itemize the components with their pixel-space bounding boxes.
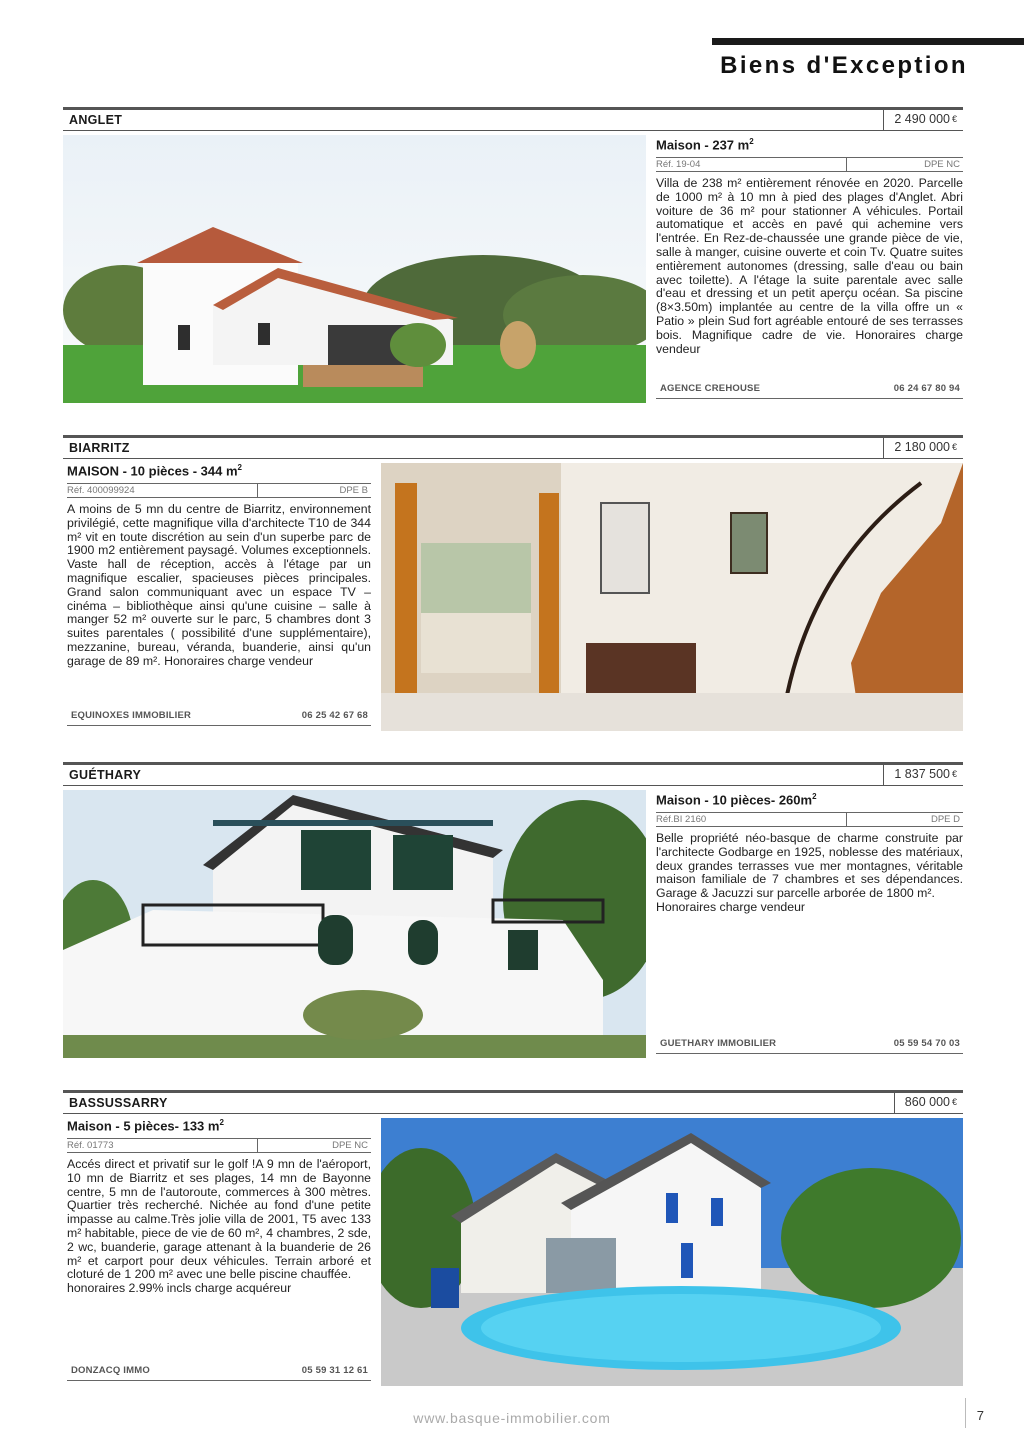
agency-phone: 06 24 67 80 94 <box>893 383 960 394</box>
property-type: Maison - 237 $m^2$ <box>656 137 754 153</box>
listing-city: ANGLET <box>69 113 123 127</box>
reference: Réf.BI 2160 <box>656 814 707 825</box>
website-url[interactable]: www.basque-immobilier.com <box>413 1410 611 1426</box>
listing-photo <box>63 790 646 1058</box>
description: Belle propriété néo-basque de charme construite par l'architecte Godbarge en 1925, noblesse des matériaux, deux grandes terrasses vue mer montagnes, véritable maison familiale de 7 chambres et ses dépendances. Garage & Jacuzzi sur parcelle arborée de 1800 m². Honoraires charge vendeur <box>656 831 963 914</box>
listing-details <box>656 792 963 1057</box>
listing-price: 2 490 000 € <box>883 109 963 131</box>
agency-footer <box>67 710 371 726</box>
listing-photo <box>381 463 963 731</box>
agency-phone: 06 25 42 67 68 <box>301 710 368 721</box>
listing-price: 1 837 500 € <box>883 764 963 786</box>
agency-footer <box>67 1365 371 1381</box>
agency-footer <box>656 1038 963 1054</box>
energy-rating: DPE B <box>339 485 368 496</box>
listing-header <box>63 762 963 786</box>
page-title: Biens d'Exception <box>720 52 968 79</box>
listing-header <box>63 1090 963 1114</box>
agency-name: DONZACQ IMMO <box>71 1365 150 1376</box>
listing-guethary <box>63 762 963 1058</box>
listing-bassussarry <box>63 1090 963 1386</box>
listing-details <box>656 137 963 402</box>
property-type: Maison - 5 pièces- 133 $m^2$ <box>67 1118 224 1134</box>
reference: Réf. 19-04 <box>656 159 701 170</box>
agency-name: AGENCE CREHOUSE <box>660 383 761 394</box>
energy-rating: DPE D <box>930 814 960 825</box>
listing-biarritz <box>63 435 963 731</box>
listing-price: 860 000 € <box>894 1092 963 1114</box>
listing-city: BASSUSSARRY <box>69 1096 168 1110</box>
agency-phone: 05 59 54 70 03 <box>893 1038 960 1049</box>
listing-city: GUÉTHARY <box>69 768 142 782</box>
energy-rating: DPE NC <box>332 1140 368 1151</box>
agency-phone: 05 59 31 12 61 <box>301 1365 368 1376</box>
description: Accés direct et privatif sur le golf !A 9 mn de l'aéroport, 10 mn de Biarritz et ses plages, 14 mn de Bayonne centre, 5 mn de l'autoroute, commerces à 300 mètres. Quartier très recherché. Nichée au fond d'une petite impasse au calme.Très jolie villa de 2001, T5 avec 133 m² habitable, piece de vie de 60 m², 4 chambres, 2 sde, 2 wc, buanderie, garage attenant à la buanderie de 26 m² et carport pour deux véhicules. Terrain arboré et cloturé de 1 200 m² avec une belle piscine chauffée. honoraires 2.99% incls charge acquéreur <box>67 1157 371 1296</box>
agency-footer <box>656 383 963 399</box>
description: Villa de 238 m² entièrement rénovée en 2020. Parcelle de 1000 m² à 10 mn à pied des plages d'Anglet. Abri voiture de 36 m² pour stationner A véhicules. Portail automatique et accès en pavé qui achemine vers l'entrée. En Rez-de-chaussée une grande pièce de vie, salle à manger, cuisine ouverte et coin Tv. Quatre suites entièrement autonomes (dressing, salle d'eau ou bain avec toilette). A l'étage la suite parentale avec salle d'eau et dressing et un petit aperçu océan. Sa piscine (8×3.50m) implantée au centre de la villa offre un « Patio » plein Sud fort agréable entouré de ses terrasses bois. Magnifique cadre de vie. Honoraires charge vendeur <box>656 176 963 356</box>
reference-line <box>656 157 963 172</box>
reference-line <box>67 1138 371 1153</box>
listing-photo <box>63 135 646 403</box>
reference: Réf. 01773 <box>67 1140 114 1151</box>
property-type: MAISON - 10 pièces - 344 $m^2$ <box>67 463 242 479</box>
reference-line <box>67 483 371 498</box>
reference: Réf. 400099924 <box>67 485 135 496</box>
listing-price: 2 180 000 € <box>883 437 963 459</box>
listing-header <box>63 107 963 131</box>
listing-header <box>63 435 963 459</box>
listing-photo <box>381 1118 963 1386</box>
property-type: Maison - 10 pièces- $260m^2$ <box>656 792 817 808</box>
page-number: 7 <box>976 1408 984 1423</box>
listing-anglet <box>63 107 963 402</box>
header-accent-bar <box>712 38 1024 45</box>
description: A moins de 5 mn du centre de Biarritz, environnement privilégié, cette magnifique villa d'architecte T10 de 344 m² vit en toute discrétion au sein d'un superbe parc de 1900 m2 entièrement paysagé. Volumes exceptionnels. Vaste hall de réception, accès à l'étage par un magnifique escalier, spacieuses pièces principales. Grand salon communiquant avec un espace TV – cinéma – bibliothèque ainsi qu'une cuisine – salle à manger 52 m² ouverte sur le parc, 5 chambres dont 3 suites parentales ( possibilité d'une supplémentaire), mezzanine, bureau, véranda, buanderie, ainsi qu'un garage de 89 m². Honoraires charge vendeur <box>67 502 371 668</box>
reference-line <box>656 812 963 827</box>
agency-name: GUETHARY IMMOBILIER <box>660 1038 777 1049</box>
listing-city: BIARRITZ <box>69 441 130 455</box>
energy-rating: DPE NC <box>924 159 960 170</box>
page-number-divider <box>965 1398 966 1428</box>
listing-details <box>67 1118 371 1386</box>
listing-details <box>67 463 371 731</box>
agency-name: EQUINOXES IMMOBILIER <box>71 710 192 721</box>
